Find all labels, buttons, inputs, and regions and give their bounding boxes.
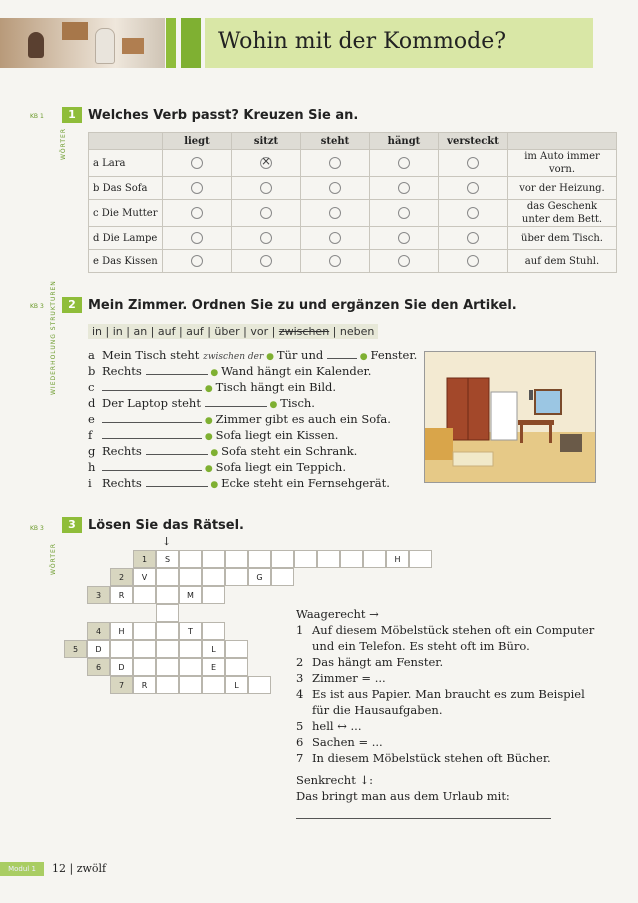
sentence-line — [88, 476, 390, 490]
choice-cell — [163, 227, 232, 250]
table-header-row — [89, 133, 617, 150]
bullet-icon: ● — [202, 432, 216, 442]
clue-number-label: 3 — [296, 671, 304, 685]
table-row — [89, 250, 617, 273]
crossword-cell[interactable]: H — [110, 622, 133, 640]
radio-option[interactable] — [467, 232, 479, 244]
crossword-cell[interactable]: G — [248, 568, 271, 586]
answer-blank[interactable] — [102, 390, 202, 391]
crossword-cell[interactable]: D — [87, 640, 110, 658]
sentence-letter: b — [88, 364, 96, 378]
sentence-letter: g — [88, 444, 96, 458]
bullet-icon: ● — [207, 448, 222, 458]
clue-number: 3 — [87, 586, 110, 604]
radio-option[interactable] — [467, 255, 479, 267]
crossword-cell[interactable] — [317, 550, 340, 568]
sentence-letter: e — [88, 412, 95, 426]
clue-number-label: 5 — [296, 719, 304, 733]
table-row — [89, 177, 617, 200]
clue-item — [296, 654, 596, 670]
choice-cell — [439, 150, 508, 177]
kb-reference: KB 3 — [30, 303, 44, 310]
row-completion: vor der Heizung. — [508, 177, 617, 200]
crossword-cell[interactable] — [225, 568, 248, 586]
row-subject: c Die Mutter — [89, 200, 163, 227]
radio-option[interactable] — [398, 157, 410, 169]
verb-table — [88, 132, 617, 273]
crossword-cell[interactable] — [225, 550, 248, 568]
crossword-cell[interactable] — [133, 658, 156, 676]
sentence-line — [88, 348, 417, 362]
crossword-cell[interactable] — [179, 640, 202, 658]
radio-option[interactable] — [260, 207, 272, 219]
clue-text: Es ist aus Papier. Man braucht es zum Beispiel für die Hausaufgaben. — [312, 687, 585, 717]
bullet-icon: ● — [202, 416, 216, 426]
clue-item — [296, 734, 596, 750]
table-row — [89, 150, 617, 177]
crossword-cell[interactable] — [133, 622, 156, 640]
bullet-icon: ● — [263, 352, 277, 362]
choice-cell — [232, 200, 301, 227]
choice-cell — [370, 177, 439, 200]
clue-item — [296, 686, 596, 718]
word-bank-used: zwischen — [278, 325, 330, 338]
radio-option[interactable] — [398, 232, 410, 244]
choice-cell — [301, 227, 370, 250]
clue-number-label: 2 — [296, 655, 304, 669]
sentence-end: Sofa liegt ein Teppich. — [215, 460, 346, 474]
sentence-letter: i — [88, 476, 92, 490]
moving-box — [62, 22, 88, 40]
exercise-number: 2 — [62, 297, 82, 313]
crossword-cell[interactable] — [271, 550, 294, 568]
radio-option[interactable] — [398, 255, 410, 267]
crossword-cell[interactable] — [179, 550, 202, 568]
crossword-cell[interactable] — [179, 568, 202, 586]
sentence-start: Rechts — [102, 444, 142, 458]
crossword-cell[interactable]: S — [156, 550, 179, 568]
bullet-icon: ● — [202, 464, 216, 474]
header-accent-bar — [181, 18, 201, 68]
word-bank-words: | neben — [329, 325, 375, 338]
clue-text: Das hängt am Fenster. — [312, 655, 444, 669]
crossword-cell[interactable] — [110, 640, 133, 658]
row-subject: b Das Sofa — [89, 177, 163, 200]
room-illustration — [424, 351, 596, 483]
sentence-start: Mein Tisch steht — [102, 348, 200, 362]
moving-box — [122, 38, 144, 54]
choice-cell — [232, 177, 301, 200]
kb-reference: KB 1 — [30, 113, 44, 120]
choice-cell — [439, 177, 508, 200]
radio-option[interactable] — [329, 207, 341, 219]
crossword-cell[interactable] — [156, 640, 179, 658]
sentence-end: Sofa liegt ein Kissen. — [215, 428, 339, 442]
answer-blank[interactable] — [102, 422, 202, 423]
clue-number-label: 7 — [296, 751, 304, 765]
crossword-cell[interactable] — [225, 640, 248, 658]
row-completion: das Geschenk unter dem Bett. — [508, 200, 617, 227]
clue-text: Auf diesem Möbelstück stehen oft ein Computer und ein Telefon. Es steht oft im Büro. — [312, 623, 595, 653]
row-completion: im Auto immer vorn. — [508, 150, 617, 177]
choice-cell — [370, 227, 439, 250]
choice-cell — [301, 200, 370, 227]
choice-cell — [370, 150, 439, 177]
radio-option[interactable] — [398, 207, 410, 219]
exercise-number: 3 — [62, 517, 82, 533]
sentence-line — [88, 428, 338, 442]
crossword-cell[interactable] — [156, 586, 179, 604]
choice-cell — [163, 250, 232, 273]
clue-number-label: 6 — [296, 735, 304, 749]
crossword-cell[interactable] — [248, 550, 271, 568]
radio-option[interactable] — [467, 207, 479, 219]
choice-cell — [163, 150, 232, 177]
sentence-letter: c — [88, 380, 95, 394]
sentence-start: Der Laptop steht — [102, 396, 201, 410]
sentence-end: Fenster. — [370, 348, 418, 362]
radio-option[interactable] — [260, 255, 272, 267]
sentence-end: Sofa steht ein Schrank. — [221, 444, 358, 458]
sentence-line — [88, 396, 315, 410]
choice-cell — [439, 200, 508, 227]
sentence-end: Tisch. — [280, 396, 315, 410]
word-bank-words: in | in | an | auf | auf | über | vor | — [92, 325, 279, 338]
radio-option[interactable] — [191, 255, 203, 267]
checked-radio[interactable] — [260, 157, 272, 169]
sentence-line — [88, 380, 336, 394]
bullet-icon: ● — [207, 480, 222, 490]
sentence-start: Rechts — [102, 476, 142, 490]
page-title: Wohin mit der Kommode? — [218, 29, 507, 54]
crossword-cell[interactable] — [202, 568, 225, 586]
person-figure — [28, 32, 44, 58]
answer-blank[interactable] — [146, 486, 208, 487]
radio-option[interactable] — [329, 182, 341, 194]
clue-item — [296, 670, 596, 686]
crossword-cell[interactable] — [409, 550, 432, 568]
clue-text: hell ↔ ... — [312, 719, 362, 733]
sentence-letter: f — [88, 428, 93, 442]
table-header: sitzt — [232, 133, 301, 150]
crossword-cell[interactable]: D — [110, 658, 133, 676]
choice-cell — [232, 150, 301, 177]
clue-text: Sachen = ... — [312, 735, 383, 749]
crossword-cell[interactable]: L — [202, 640, 225, 658]
answer-blank[interactable] — [146, 374, 208, 375]
radio-option[interactable] — [191, 182, 203, 194]
clue-number: 7 — [110, 676, 133, 694]
choice-cell — [232, 250, 301, 273]
choice-cell — [301, 150, 370, 177]
bullet-icon: ● — [266, 400, 281, 410]
row-subject: a Lara — [89, 150, 163, 177]
bullet-icon: ● — [207, 368, 222, 378]
row-subject: e Das Kissen — [89, 250, 163, 273]
exercise-number: 1 — [62, 107, 82, 123]
clue-text: In diesem Möbelstück stehen oft Bücher. — [312, 751, 551, 765]
crossword-cell[interactable] — [156, 676, 179, 694]
crossword-cell[interactable] — [271, 568, 294, 586]
crossword-cell[interactable] — [225, 658, 248, 676]
bullet-icon: ● — [202, 384, 216, 394]
clue-number: 4 — [87, 622, 110, 640]
answer-blank[interactable] — [102, 438, 202, 439]
radio-option[interactable] — [329, 232, 341, 244]
header-photo — [0, 18, 165, 68]
clue-item — [296, 622, 596, 654]
side-label: WIEDERHOLUNG STRUKTUREN — [50, 280, 57, 395]
crossword-cell[interactable]: T — [179, 622, 202, 640]
clue-number: 5 — [64, 640, 87, 658]
radio-option[interactable] — [467, 157, 479, 169]
radio-option[interactable] — [260, 182, 272, 194]
radio-option[interactable] — [329, 255, 341, 267]
kb-reference: KB 3 — [30, 525, 44, 532]
radio-option[interactable] — [329, 157, 341, 169]
sentence-letter: d — [88, 396, 96, 410]
radio-option[interactable] — [467, 182, 479, 194]
sentence-end: Tisch hängt ein Bild. — [215, 380, 337, 394]
crossword-cell[interactable] — [156, 604, 179, 622]
choice-cell — [163, 200, 232, 227]
choice-cell — [439, 250, 508, 273]
page-number: 12 | zwölf — [52, 862, 107, 875]
clue-list — [296, 606, 596, 819]
choice-cell — [301, 177, 370, 200]
sentence-start: Rechts — [102, 364, 142, 378]
clue-number: 6 — [87, 658, 110, 676]
crossword-cell[interactable] — [179, 658, 202, 676]
table-row — [89, 200, 617, 227]
crossword-cell[interactable]: M — [179, 586, 202, 604]
crossword-cell[interactable] — [156, 622, 179, 640]
answer-line[interactable] — [296, 818, 551, 819]
table-header: steht — [301, 133, 370, 150]
crossword-cell[interactable] — [156, 658, 179, 676]
word-bank — [88, 324, 378, 339]
crossword-cell[interactable] — [202, 622, 225, 640]
answer-blank[interactable] — [327, 358, 357, 359]
exercise-heading: Welches Verb passt? Kreuzen Sie an. — [88, 108, 359, 123]
clue-number: 2 — [110, 568, 133, 586]
sentence-middle: Tür und — [276, 348, 324, 362]
crossword-cell[interactable] — [340, 550, 363, 568]
radio-option[interactable] — [260, 232, 272, 244]
crossword-cell[interactable] — [133, 640, 156, 658]
row-subject: d Die Lampe — [89, 227, 163, 250]
crossword-cell[interactable]: E — [202, 658, 225, 676]
sentence-letter: h — [88, 460, 96, 474]
sentence-line — [88, 364, 371, 378]
exercise-heading: Mein Zimmer. Ordnen Sie zu und ergänzen Sie den Artikel. — [88, 298, 517, 313]
answer-blank[interactable] — [205, 406, 267, 407]
crossword-cell[interactable] — [202, 586, 225, 604]
crossword-cell[interactable]: V — [133, 568, 156, 586]
down-clue: Das bringt man aus dem Urlaub mit: — [296, 789, 510, 803]
crossword-cell[interactable] — [202, 676, 225, 694]
header-accent-bar — [166, 18, 176, 68]
row-completion: auf dem Stuhl. — [508, 250, 617, 273]
clue-text: Zimmer = ... — [312, 671, 386, 685]
sentence-letter: a — [88, 348, 95, 362]
modul-tag: Modul 1 — [0, 862, 44, 876]
radio-option[interactable] — [398, 182, 410, 194]
choice-cell — [163, 177, 232, 200]
down-arrow: ↓ — [162, 535, 172, 548]
crossword-cell[interactable]: H — [386, 550, 409, 568]
crossword-cell[interactable]: R — [110, 586, 133, 604]
side-label: WÖRTER — [50, 542, 57, 575]
choice-cell — [370, 250, 439, 273]
crossword-cell[interactable] — [179, 676, 202, 694]
across-title: Waagerecht → — [296, 607, 379, 621]
sentence-end: Zimmer gibt es auch ein Sofa. — [215, 412, 391, 426]
table-header — [508, 133, 617, 150]
table-header: hängt — [370, 133, 439, 150]
crossword-cell[interactable]: L — [225, 676, 248, 694]
bullet-icon: ● — [356, 352, 371, 362]
person-figure — [95, 28, 115, 64]
table-header: liegt — [163, 133, 232, 150]
row-completion: über dem Tisch. — [508, 227, 617, 250]
crossword-cell[interactable] — [156, 568, 179, 586]
sentence-line — [88, 460, 346, 474]
sentence-line — [88, 444, 357, 458]
crossword-cell[interactable] — [294, 550, 317, 568]
radio-option[interactable] — [191, 232, 203, 244]
clue-item — [296, 718, 596, 734]
sentence-end: Ecke steht ein Fernsehgerät. — [221, 476, 390, 490]
answer-blank[interactable] — [146, 454, 208, 455]
exercise-heading: Lösen Sie das Rätsel. — [88, 518, 244, 533]
radio-option[interactable] — [191, 157, 203, 169]
crossword-cell[interactable] — [202, 550, 225, 568]
choice-cell — [370, 200, 439, 227]
crossword-cell[interactable] — [248, 676, 271, 694]
sentence-line — [88, 412, 391, 426]
choice-cell — [301, 250, 370, 273]
footer — [0, 862, 638, 876]
table-header — [89, 133, 163, 150]
radio-option[interactable] — [191, 207, 203, 219]
clue-number-label: 4 — [296, 687, 304, 701]
table-row — [89, 227, 617, 250]
crossword-cell[interactable] — [363, 550, 386, 568]
crossword-cell[interactable]: R — [133, 676, 156, 694]
side-label: WÖRTER — [60, 127, 67, 160]
clue-item — [296, 750, 596, 766]
handwritten-answer: zwischen der — [203, 352, 264, 362]
sentence-end: Wand hängt ein Kalender. — [221, 364, 372, 378]
choice-cell — [439, 227, 508, 250]
table-header: versteckt — [439, 133, 508, 150]
clue-number-label: 1 — [296, 623, 304, 637]
down-title: Senkrecht ↓: — [296, 773, 373, 787]
room-drawing — [425, 352, 595, 482]
clue-number: 1 — [133, 550, 156, 568]
answer-blank[interactable] — [102, 470, 202, 471]
choice-cell — [232, 227, 301, 250]
crossword-cell[interactable] — [133, 586, 156, 604]
